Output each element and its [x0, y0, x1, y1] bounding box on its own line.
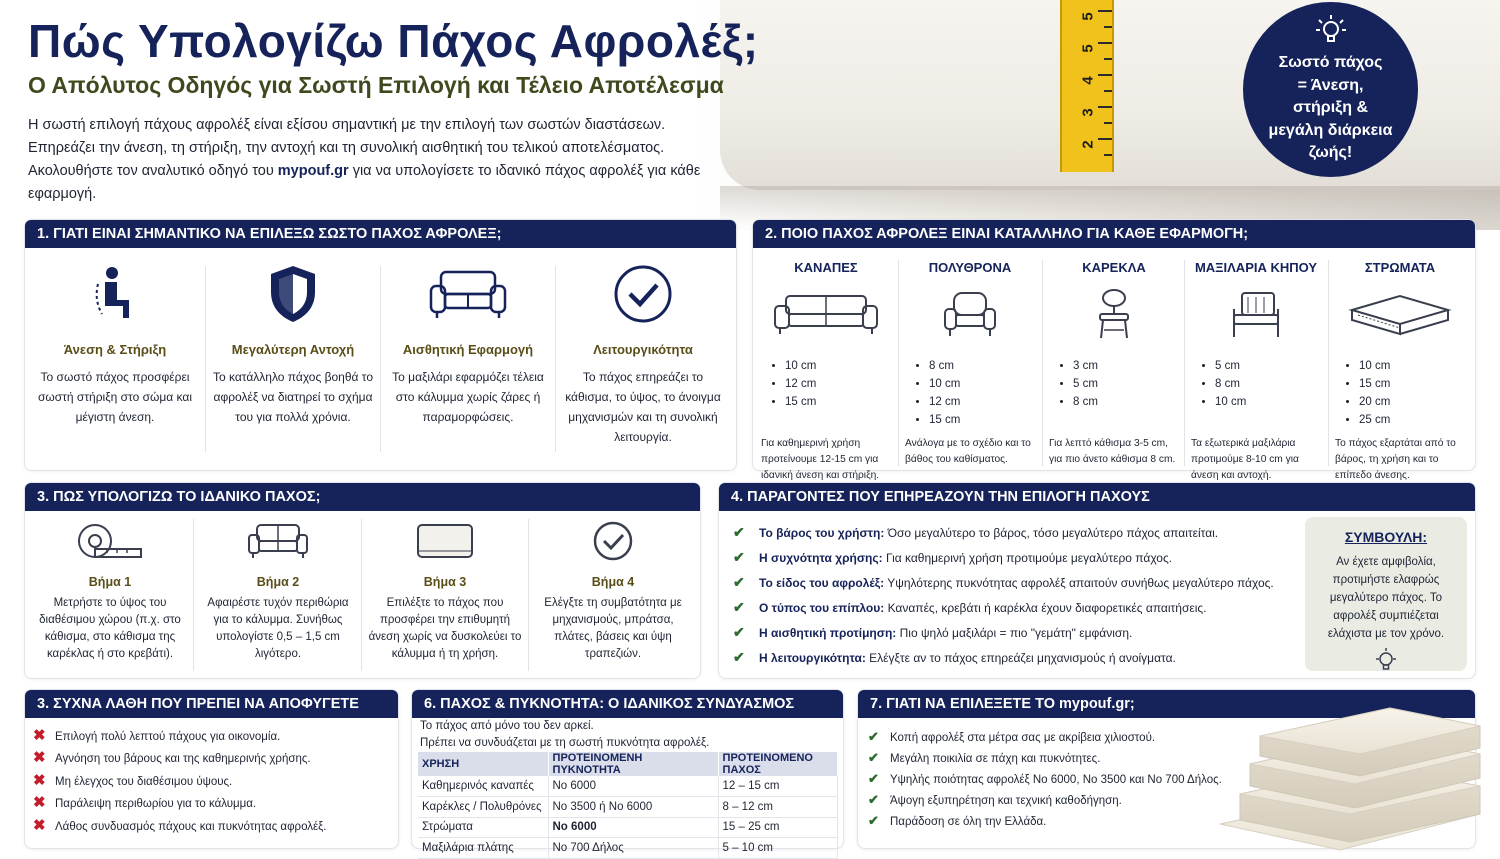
sofa-icon: [247, 522, 309, 560]
application-title: ΠΟΛΥΘΡΟΝΑ: [928, 260, 1012, 275]
size-option: • 8 cm: [1215, 375, 1327, 393]
application-title: ΚΑΝΑΠΕΣ: [794, 260, 858, 275]
table-header: ΠΡΟΤΕΙΝΟΜΕΝΟ ΠΑΧΟΣ: [718, 752, 838, 776]
reason-item: ✔ Κοπή αφρολέξ στα μέτρα σας με ακρίβεια χιλιοστού.: [868, 726, 1155, 747]
tape-number: 5: [1079, 12, 1097, 21]
size-option: • 10 cm: [785, 357, 897, 375]
why-item-title: Άνεση & Στήριξη: [63, 342, 167, 357]
reason-item: ✔ Άψογη εξυπηρέτηση και τεχνική καθοδήγηση.: [868, 789, 1122, 810]
tip-badge: [1243, 2, 1418, 177]
step-title: Βήμα 4: [591, 575, 635, 589]
mistake-item: ✖ Παράλειψη περιθωρίου για το κάλυμμα.: [33, 792, 256, 814]
chair-icon: [1096, 288, 1132, 340]
seated-person-icon: [90, 264, 140, 324]
cross-icon: ✖: [33, 749, 46, 766]
badge-text: Σωστό πάχος = Άνεση, στήριξη & μεγάλη διάρκεια ζωής!: [1268, 54, 1393, 161]
table-row: Μαξιλάρια πλάτης Νο 700 Δήλος 5 – 10 cm: [418, 838, 838, 859]
check-icon: ✔: [733, 549, 745, 565]
factor-item: ✔ Η αισθητική προτίμηση: Πιο ψηλό μαξιλάρι = πιο "γεμάτη" εμφάνιση.: [733, 621, 1132, 643]
reason-item: ✔ Υψηλής ποιότητας αφρολέξ Νο 6000, Νο 3500 και Νο 700 Δήλος.: [868, 768, 1222, 789]
check-icon: ✔: [733, 574, 745, 590]
application-column: [1043, 260, 1185, 468]
cross-icon: ✖: [33, 772, 46, 789]
section-thickness-density: [411, 689, 844, 854]
mattress-icon: [1348, 290, 1452, 338]
size-option: • 15 cm: [785, 393, 897, 411]
garden-chair-icon: [1228, 289, 1284, 339]
size-option: • 5 cm: [1215, 357, 1327, 375]
page-title: Πώς Υπολογίζω Πάχος Αφρολέξ;: [28, 15, 759, 67]
sofa-icon: [427, 264, 509, 320]
intro-paragraph: Η σωστή επιλογή πάχους αφρολέξ είναι εξίσου σημαντική με την επιλογή των σωστών διαστάσεων. Επηρεάζει την άνεση, τη στήριξη, την αντοχή και τη συνολική αισθητική του τελικού αποτελέσματος. Ακολουθήστε τον αναλυτικό οδηγό του mypouf.gr για να υπολογίσετε το ιδανικό πάχος αφρολέξ για κάθε εφαρμογή.: [28, 117, 701, 202]
size-option: • 10 cm: [1359, 357, 1471, 375]
why-item-title: Αισθητική Εφαρμογή: [402, 342, 534, 357]
measuring-tape-icon: [77, 521, 143, 561]
section-thickness-per-use: [752, 219, 1476, 481]
section-title: 7. ΓΙΑΤΙ ΝΑ ΕΠΙΛΕΞΕΤΕ ΤΟ mypouf.gr;: [858, 690, 1475, 718]
size-option: • 8 cm: [1073, 393, 1185, 411]
tip-box: [1305, 517, 1467, 671]
armchair-icon: [942, 289, 998, 339]
cross-icon: ✖: [33, 794, 46, 811]
tape-number: 3: [1079, 108, 1097, 117]
tape-number: 5: [1079, 44, 1097, 53]
tape-number: 4: [1079, 76, 1097, 85]
section-factors: [718, 482, 1476, 679]
tip-text: Αν έχετε αμφιβολία, προτιμήστε ελαφρώς μεγαλύτερο πάχος. Το αφρολέξ συμπιέζεται ελάχιστα με τον χρόνο.: [1327, 556, 1445, 640]
step-title: Βήμα 2: [256, 575, 300, 589]
why-item-text: Το πάχος επηρεάζει το κάθισμα, το ύψος, το άνοιγμα μηχανισμών και τη συνολική λειτουργία.: [565, 370, 721, 444]
foam-cushion-icon: [415, 521, 475, 561]
section-calculation-steps: [24, 482, 701, 679]
measuring-tape: [1060, 0, 1114, 172]
why-item: [380, 264, 556, 427]
size-list: [755, 357, 897, 411]
cross-icon: ✖: [33, 817, 46, 834]
shield-icon: [267, 264, 319, 324]
step-item: [362, 519, 528, 663]
application-column: [755, 260, 897, 484]
size-option: • 10 cm: [1215, 393, 1327, 411]
why-item-title: Λειτουργικότητα: [593, 342, 693, 357]
check-icon: ✔: [868, 771, 879, 786]
application-note: Ανάλογα με το σχέδιο και το βάθος του καθίσματος.: [905, 438, 1031, 465]
application-note: Το πάχος εξαρτάται από το βάρος, τη χρήση και το επίπεδο άνεσης.: [1335, 438, 1456, 481]
size-option: • 3 cm: [1073, 357, 1185, 375]
check-icon: ✔: [733, 599, 745, 615]
mistake-item: ✖ Μη έλεγχος του διαθέσιμου ύψους.: [33, 770, 232, 792]
step-item: [530, 519, 696, 663]
why-item: [27, 264, 203, 427]
section-title: 1. ΓΙΑΤΙ ΕΙΝΑΙ ΣΗΜΑΝΤΙΚΟ ΝΑ ΕΠΙΛΕΞΩ ΣΩΣΤΟ ΠΑΧΟΣ ΑΦΡΟΛΕΞ;: [25, 220, 736, 248]
foam-blocks-image: [1210, 714, 1480, 844]
factor-item: ✔ Η λειτουργικότητα: Ελέγξτε αν το πάχος επηρεάζει μηχανισμούς ή ανοίγματα.: [733, 646, 1176, 668]
mistake-item: ✖ Επιλογή πολύ λεπτού πάχους για οικονομία.: [33, 725, 280, 747]
step-text: Ελέγξτε τη συμβατότητα με μηχανισμούς, μπράτσα, πλάτες, βάσεις και ύψη τραπεζιών.: [544, 597, 682, 660]
cross-icon: ✖: [33, 727, 46, 744]
size-option: • 20 cm: [1359, 393, 1471, 411]
check-icon: ✔: [868, 750, 879, 765]
tape-number: 2: [1079, 140, 1097, 149]
page-subtitle: Ο Απόλυτος Οδηγός για Σωστή Επιλογή και Τέλειο Αποτέλεσμα: [28, 72, 724, 98]
size-list: [1043, 357, 1185, 411]
density-intro: Το πάχος από μόνο του δεν αρκεί. Πρέπει να συνδυάζεται με τη σωστή πυκνότητα αφρολέξ.: [420, 720, 710, 749]
why-item-text: Το σωστό πάχος προσφέρει σωστή στήριξη στο σώμα και μέγιστη άνεση.: [37, 370, 193, 424]
table-row: Καρέκλες / Πολυθρόνες Νο 3500 ή Νο 6000 8 – 12 cm: [418, 797, 838, 818]
density-table: [418, 752, 838, 859]
mistake-item: ✖ Αγνόηση του βάρους και της καθημερινής χρήσης.: [33, 747, 311, 769]
size-option: • 8 cm: [929, 357, 1041, 375]
check-icon: ✔: [733, 524, 745, 540]
mistake-item: ✖ Λάθος συνδυασμός πάχους και πυκνότητας αφρολέξ.: [33, 815, 326, 837]
check-icon: ✔: [868, 729, 879, 744]
factor-item: ✔ Το είδος του αφρολέξ: Υψηλότερης πυκνότητας αφρολέξ απαιτούν συνήθως μεγαλύτερο πάχος.: [733, 571, 1274, 593]
size-option: • 25 cm: [1359, 411, 1471, 429]
brand-link[interactable]: mypouf.gr: [277, 163, 349, 179]
application-column: [1185, 260, 1327, 484]
size-option: • 15 cm: [929, 411, 1041, 429]
section-title: 3. ΣΥΧΝΑ ΛΑΘΗ ΠΟΥ ΠΡΕΠΕΙ ΝΑ ΑΠΟΦΥΓΕΤΕ: [25, 690, 398, 718]
application-note: Για καθημερινή χρήση προτείνουμε 12-15 cm για ιδανική άνεση και στήριξη.: [761, 438, 880, 481]
check-icon: ✔: [868, 792, 879, 807]
why-item: [205, 264, 381, 427]
lightbulb-icon: [1374, 647, 1398, 673]
factor-item: ✔ Η συχνότητα χρήσης: Για καθημερινή χρήση προτιμούμε μεγαλύτερο πάχος.: [733, 546, 1172, 568]
tip-title: ΣΥΜΒΟΥΛΗ:: [1344, 529, 1428, 545]
step-item: [195, 519, 361, 663]
sofa-icon: [772, 292, 880, 336]
check-icon: ✔: [868, 813, 879, 828]
application-title: ΚΑΡΕΚΛΑ: [1082, 260, 1146, 275]
factor-item: ✔ Ο τύπος του επίπλου: Καναπές, κρεβάτι ή καρέκλα έχουν διαφορετικές απαιτήσεις.: [733, 596, 1207, 618]
size-option: • 10 cm: [929, 375, 1041, 393]
section-why-mypouf: [857, 689, 1476, 849]
application-note: Για λεπτό κάθισμα 3-5 cm, για πιο άνετο κάθισμα 8 cm.: [1049, 438, 1176, 465]
section-title: 2. ΠΟΙΟ ΠΑΧΟΣ ΑΦΡΟΛΕΞ ΕΙΝΑΙ ΚΑΤΑΛΛΗΛΟ ΓΙΑ ΚΑΘΕ ΕΦΑΡΜΟΓΗ;: [753, 220, 1475, 248]
check-icon: ✔: [733, 624, 745, 640]
factor-item: ✔ Το βάρος του χρήστη: Όσο μεγαλύτερο το βάρος, τόσο μεγαλύτερο πάχος απαιτείται.: [733, 521, 1218, 543]
step-text: Αφαιρέστε τυχόν περιθώρια για το κάλυμμα. Συνήθως υπολογίστε 0,5 – 1,5 cm λιγότερο.: [207, 597, 349, 660]
step-title: Βήμα 3: [423, 575, 467, 589]
why-item-title: Μεγαλύτερη Αντοχή: [231, 342, 355, 357]
table-row: Στρώματα Νο 6000 15 – 25 cm: [418, 817, 838, 838]
size-list: [899, 357, 1041, 429]
why-item-text: Το μαξιλάρι εφαρμόζει τέλεια στο κάλυμμα χωρίς ζάρες ή παραμορφώσεις.: [392, 370, 544, 424]
size-option: • 15 cm: [1359, 375, 1471, 393]
section-title: 3. ΠΩΣ ΥΠΟΛΟΓΙΖΩ ΤΟ ΙΔΑΝΙΚΟ ΠΑΧΟΣ;: [25, 483, 700, 511]
check-circle-icon: [592, 520, 634, 562]
check-icon: ✔: [733, 649, 745, 665]
step-item: [27, 519, 193, 663]
why-item-text: Το κατάλληλο πάχος βοηθά το αφρολέξ να διατηρεί το σχήμα του για πολλά χρόνια.: [212, 370, 374, 424]
application-title: ΣΤΡΩΜΑΤΑ: [1364, 260, 1436, 275]
section-common-mistakes: [24, 689, 399, 849]
application-column: [899, 260, 1041, 468]
lightbulb-icon: [1315, 14, 1347, 48]
reason-item: ✔ Παράδοση σε όλη την Ελλάδα.: [868, 810, 1046, 831]
size-option: • 12 cm: [785, 375, 897, 393]
why-item: [555, 264, 731, 447]
check-circle-icon: [613, 264, 673, 324]
section-title: 4. ΠΑΡΑΓΟΝΤΕΣ ΠΟΥ ΕΠΗΡΕΑΖΟΥΝ ΤΗΝ ΕΠΙΛΟΓΗ ΠΑΧΟΥΣ: [719, 483, 1475, 511]
table-row: Καθημερινός καναπές Νο 6000 12 – 15 cm: [418, 776, 838, 797]
table-header: ΧΡΗΣΗ: [418, 752, 548, 776]
section-title: 6. ΠΑΧΟΣ & ΠΥΚΝΟΤΗΤΑ: Ο ΙΔΑΝΙΚΟΣ ΣΥΝΔΥΑΣΜΟΣ: [412, 690, 843, 718]
step-title: Βήμα 1: [88, 575, 132, 589]
size-list: [1329, 357, 1471, 429]
application-title: ΜΑΞΙΛΑΡΙΑ ΚΗΠΟΥ: [1194, 260, 1318, 275]
application-column: [1329, 260, 1471, 484]
size-option: • 12 cm: [929, 393, 1041, 411]
step-text: Επιλέξτε το πάχος που προσφέρει την επιθυμητή άνεση χωρίς να δυσκολεύει το κάλυμμα ή τη χρήση.: [368, 597, 522, 660]
table-header: ΠΡΟΤΕΙΝΟΜΕΝΗ ΠΥΚΝΟΤΗΤΑ: [548, 752, 718, 776]
size-list: [1185, 357, 1327, 411]
size-option: • 5 cm: [1073, 375, 1185, 393]
application-note: Τα εξωτερικά μαξιλάρια προτιμούμε 8-10 cm για άνεση και αντοχή.: [1191, 438, 1299, 481]
step-text: Μετρήστε το ύψος του διαθέσιμου χώρου (π.χ. στο κάθισμα, στο κάθισμα της καρέκλας ή στο κρεβάτι).: [39, 597, 181, 660]
reason-item: ✔ Μεγάλη ποικιλία σε πάχη και πυκνότητες.: [868, 747, 1100, 768]
section-why-thickness: [24, 219, 737, 471]
brand-link[interactable]: mypouf.gr: [1059, 696, 1130, 712]
